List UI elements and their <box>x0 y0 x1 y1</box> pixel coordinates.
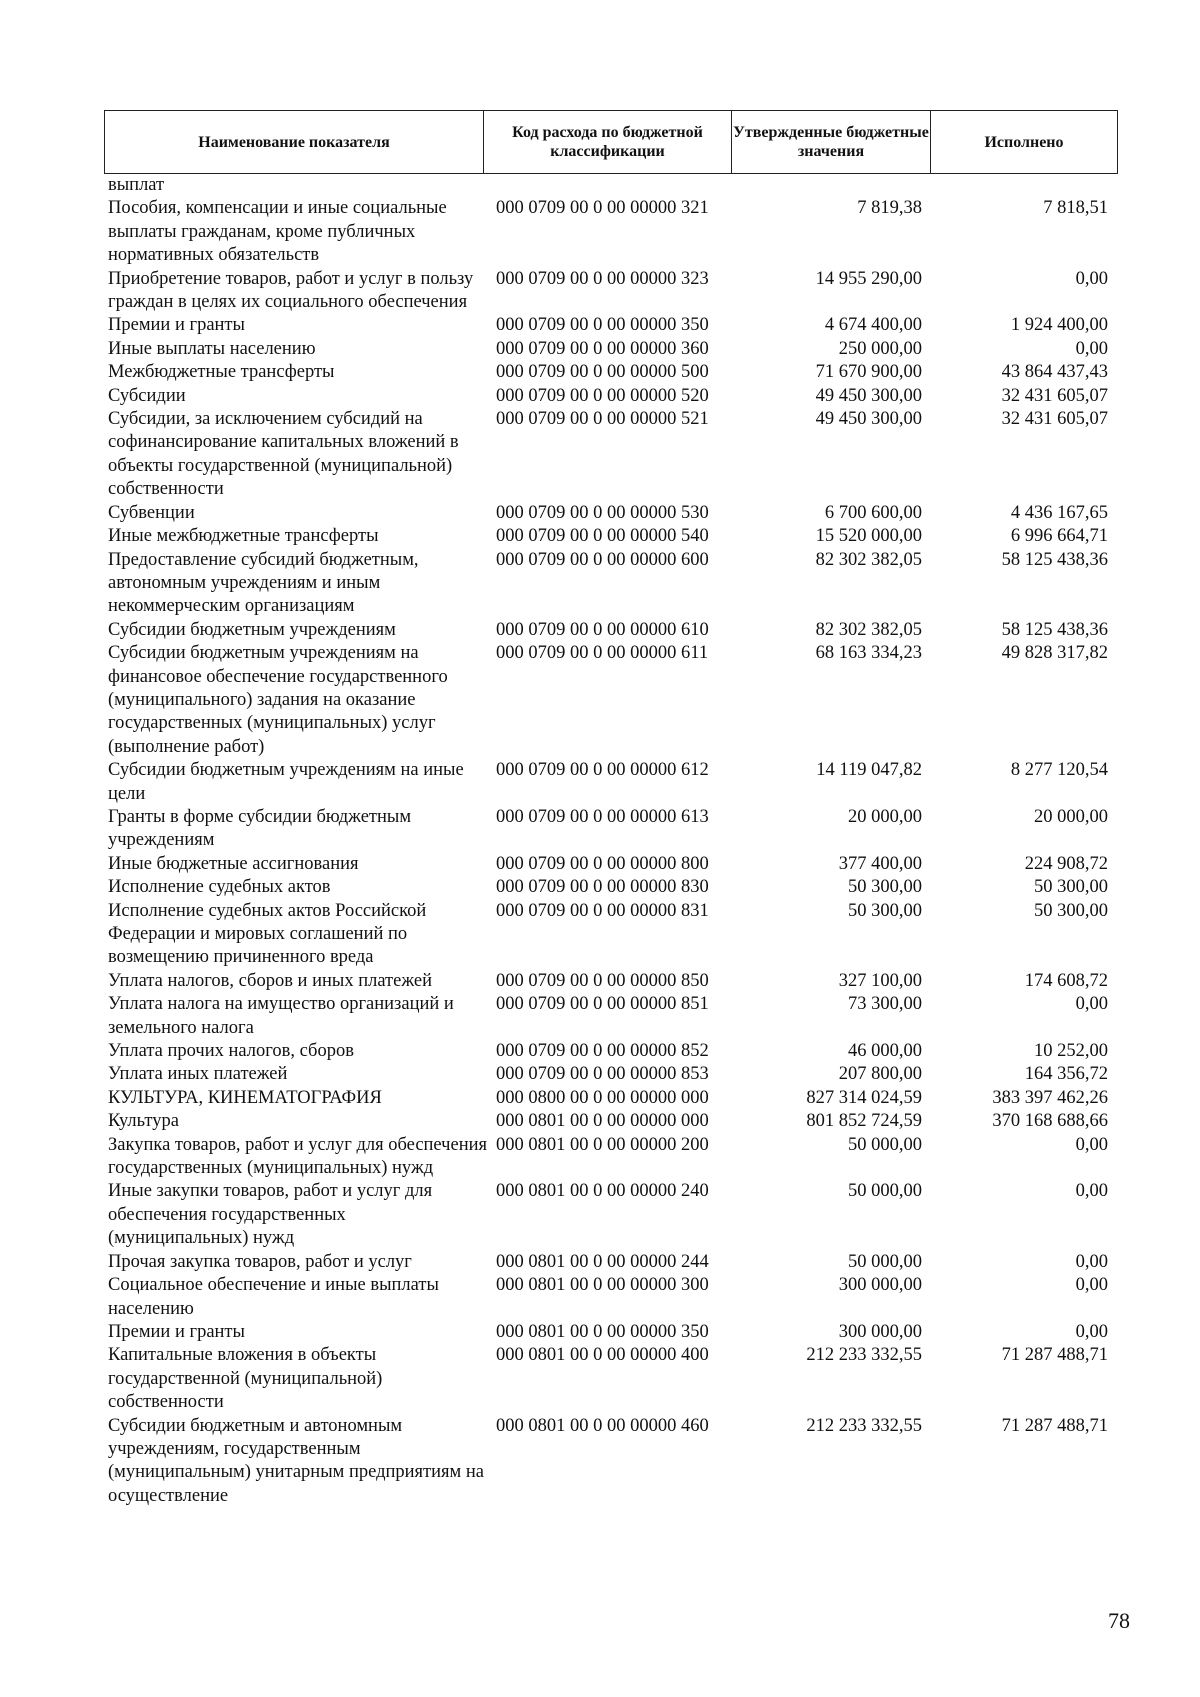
row-name: Межбюджетные трансферты <box>108 362 335 383</box>
table-row <box>0 408 1200 502</box>
row-approved: 50 300,00 <box>848 900 922 921</box>
row-approved <box>736 174 922 197</box>
row-executed: 32 431 605,07 <box>1001 409 1108 430</box>
row-name: КУЛЬТУРА, КИНЕМАТОГРАФИЯ <box>108 1087 382 1108</box>
page-number: 78 <box>1108 1608 1130 1633</box>
row-code: 000 0709 00 0 00 00000 830 <box>496 877 709 898</box>
row-executed: 71 287 488,71 <box>1001 1345 1108 1366</box>
table-row <box>0 1063 1200 1086</box>
row-name: Субсидии бюджетным и автономным учреждениям, государственным (муниципальным) унитарным предприятиям на осуществление <box>108 1415 484 1506</box>
row-code: 000 0709 00 0 00 00000 521 <box>496 409 709 430</box>
row-approved: 68 163 334,23 <box>815 643 922 664</box>
table-row <box>0 853 1200 876</box>
row-approved: 207 800,00 <box>838 1064 922 1085</box>
row-approved: 50 000,00 <box>848 1134 922 1155</box>
row-code: 000 0709 00 0 00 00000 520 <box>496 385 709 406</box>
table-row <box>0 1134 1200 1181</box>
row-name: Пособия, компенсации и иные социальные выплаты гражданам, кроме публичных нормативных обязательств <box>108 198 447 266</box>
row-name: Уплата иных платежей <box>108 1064 288 1085</box>
row-executed: 58 125 438,36 <box>1001 619 1108 640</box>
row-executed: 0,00 <box>1075 1251 1108 1272</box>
row-name: Гранты в форме субсидии бюджетным учреждениям <box>108 806 412 851</box>
row-approved: 250 000,00 <box>838 338 922 359</box>
table-row <box>0 525 1200 548</box>
row-name: Субсидии, за исключением субсидий на софинансирование капитальных вложений в объекты государственной (муниципальной) собственности <box>108 409 459 500</box>
row-approved: 20 000,00 <box>848 806 922 827</box>
row-code: 000 0709 00 0 00 00000 613 <box>496 806 709 827</box>
row-name: Иные бюджетные ассигнования <box>108 853 359 874</box>
header-approved: Утвержденные бюджетные значения <box>732 111 931 173</box>
row-name: Закупка товаров, работ и услуг для обеспечения государственных (муниципальных) нужд <box>108 1134 488 1179</box>
row-approved: 73 300,00 <box>848 994 922 1015</box>
table-row <box>0 993 1200 1040</box>
table-row <box>0 876 1200 899</box>
row-approved: 82 302 382,05 <box>815 619 922 640</box>
row-executed: 370 168 688,66 <box>992 1111 1108 1132</box>
row-name: Исполнение судебных актов <box>108 877 331 898</box>
row-executed: 8 277 120,54 <box>1010 760 1108 781</box>
row-executed: 0,00 <box>1075 268 1108 289</box>
row-executed: 7 818,51 <box>1043 198 1108 219</box>
row-approved: 14 955 290,00 <box>815 268 922 289</box>
row-name: Иные закупки товаров, работ и услуг для обеспечения государственных (муниципальных) нужд <box>108 1181 433 1249</box>
row-name: Социальное обеспечение и иные выплаты населению <box>108 1275 439 1319</box>
row-approved: 300 000,00 <box>838 1321 922 1342</box>
row-code: 000 0801 00 0 00 00000 200 <box>496 1134 709 1155</box>
row-approved: 50 000,00 <box>848 1251 922 1272</box>
table-row <box>0 806 1200 853</box>
row-name: Иные межбюджетные трансферты <box>108 526 379 547</box>
row-name: Уплата прочих налогов, сборов <box>108 1041 354 1062</box>
row-name: Субвенции <box>108 502 195 523</box>
table-row <box>0 314 1200 337</box>
row-name: Субсидии бюджетным учреждениям на финансовое обеспечение государственного (муниципального) задания на оказание государственных (муниципальных) услуг (выполнение работ) <box>108 643 448 757</box>
row-approved: 15 520 000,00 <box>815 526 922 547</box>
row-executed: 10 252,00 <box>1034 1041 1108 1062</box>
table-row <box>0 361 1200 384</box>
row-code: 000 0709 00 0 00 00000 800 <box>496 853 709 874</box>
row-approved: 212 233 332,55 <box>806 1345 922 1366</box>
row-code: 000 0709 00 0 00 00000 612 <box>496 760 709 781</box>
table-row <box>0 970 1200 993</box>
row-code: 000 0709 00 0 00 00000 600 <box>496 549 709 570</box>
row-code: 000 0801 00 0 00 00000 460 <box>496 1415 709 1436</box>
table-row <box>0 268 1200 315</box>
row-approved: 7 819,38 <box>857 198 922 219</box>
row-name: Премии и гранты <box>108 1321 245 1342</box>
table-row <box>0 502 1200 525</box>
row-executed: 0,00 <box>1075 994 1108 1015</box>
row-code: 000 0801 00 0 00 00000 244 <box>496 1251 709 1272</box>
row-name: Культура <box>108 1111 179 1132</box>
table-body <box>0 174 1200 1508</box>
row-code: 000 0709 00 0 00 00000 323 <box>496 268 709 289</box>
row-code: 000 0709 00 0 00 00000 610 <box>496 619 709 640</box>
table-row <box>0 1321 1200 1344</box>
row-name: Субсидии бюджетным учреждениям <box>108 619 396 640</box>
row-code: 000 0801 00 0 00 00000 400 <box>496 1345 709 1366</box>
row-approved: 50 000,00 <box>848 1181 922 1202</box>
row-name: Капитальные вложения в объекты государственной (муниципальной) собственности <box>108 1345 383 1413</box>
row-executed: 224 908,72 <box>1024 853 1108 874</box>
row-name: Приобретение товаров, работ и услуг в пользу граждан в целях их социального обеспечения <box>108 268 474 313</box>
row-name: Исполнение судебных актов Российской Федерации и мировых соглашений по возмещению причиненного вреда <box>108 900 427 968</box>
row-approved: 49 450 300,00 <box>815 409 922 430</box>
row-executed: 0,00 <box>1075 1134 1108 1155</box>
row-code: 000 0709 00 0 00 00000 611 <box>496 643 709 664</box>
row-executed: 0,00 <box>1075 1181 1108 1202</box>
row-executed: 0,00 <box>1075 1321 1108 1342</box>
row-executed: 4 436 167,65 <box>1010 502 1108 523</box>
row-executed: 1 924 400,00 <box>1010 315 1108 336</box>
row-approved: 377 400,00 <box>838 853 922 874</box>
table-row <box>0 759 1200 806</box>
row-executed <box>922 174 1108 197</box>
row-executed: 50 300,00 <box>1034 900 1108 921</box>
row-code: 000 0801 00 0 00 00000 350 <box>496 1321 709 1342</box>
row-code: 000 0709 00 0 00 00000 321 <box>496 198 709 219</box>
table-header <box>104 110 1118 174</box>
row-name: Субсидии <box>108 385 186 406</box>
table-row <box>0 1040 1200 1063</box>
row-approved: 49 450 300,00 <box>815 385 922 406</box>
table-row <box>0 642 1200 759</box>
row-executed: 6 996 664,71 <box>1010 526 1108 547</box>
table-row <box>0 1110 1200 1133</box>
table-row <box>0 197 1200 267</box>
row-approved: 327 100,00 <box>838 970 922 991</box>
table-row <box>0 1415 1200 1509</box>
row-approved: 6 700 600,00 <box>824 502 922 523</box>
row-code: 000 0709 00 0 00 00000 360 <box>496 338 709 359</box>
row-approved: 801 852 724,59 <box>806 1111 922 1132</box>
row-executed: 58 125 438,36 <box>1001 549 1108 570</box>
row-approved: 46 000,00 <box>848 1041 922 1062</box>
row-executed: 71 287 488,71 <box>1001 1415 1108 1436</box>
row-name: Субсидии бюджетным учреждениям на иные цели <box>108 760 464 804</box>
table-row <box>0 1087 1200 1110</box>
row-approved: 212 233 332,55 <box>806 1415 922 1436</box>
row-name: Премии и гранты <box>108 315 245 336</box>
row-executed: 174 608,72 <box>1024 970 1108 991</box>
table-row <box>0 385 1200 408</box>
row-code <box>496 174 736 197</box>
row-name: Уплата налогов, сборов и иных платежей <box>108 970 433 991</box>
row-code: 000 0709 00 0 00 00000 350 <box>496 315 709 336</box>
row-name: Предоставление субсидий бюджетным, автономным учреждениям и иным некоммерческим организациям <box>108 549 419 617</box>
header-code: Код расхода по бюджетной классификации <box>484 111 732 173</box>
row-code: 000 0709 00 0 00 00000 831 <box>496 900 709 921</box>
table-row <box>0 1274 1200 1321</box>
header-executed: Исполнено <box>984 133 1064 151</box>
row-approved: 71 670 900,00 <box>815 362 922 383</box>
row-approved: 82 302 382,05 <box>815 549 922 570</box>
table-row <box>0 1180 1200 1250</box>
row-code: 000 0800 00 0 00 00000 000 <box>496 1087 709 1108</box>
row-approved: 50 300,00 <box>848 877 922 898</box>
table-row <box>0 549 1200 619</box>
row-code: 000 0709 00 0 00 00000 500 <box>496 362 709 383</box>
row-executed: 383 397 462,26 <box>992 1087 1108 1108</box>
row-executed: 0,00 <box>1075 1275 1108 1296</box>
row-executed: 49 828 317,82 <box>1001 643 1108 664</box>
row-executed: 20 000,00 <box>1034 806 1108 827</box>
row-code: 000 0709 00 0 00 00000 853 <box>496 1064 709 1085</box>
row-code: 000 0709 00 0 00 00000 530 <box>496 502 709 523</box>
row-name: выплат <box>108 175 165 195</box>
row-name: Прочая закупка товаров, работ и услуг <box>108 1251 412 1272</box>
row-executed: 164 356,72 <box>1024 1064 1108 1085</box>
row-code: 000 0801 00 0 00 00000 000 <box>496 1111 709 1132</box>
row-approved: 300 000,00 <box>838 1275 922 1296</box>
row-code: 000 0801 00 0 00 00000 300 <box>496 1275 709 1296</box>
row-name: Уплата налога на имущество организаций и земельного налога <box>108 994 454 1038</box>
row-executed: 0,00 <box>1075 338 1108 359</box>
table-row <box>0 1251 1200 1274</box>
row-code: 000 0709 00 0 00 00000 851 <box>496 994 709 1015</box>
row-approved: 827 314 024,59 <box>806 1087 922 1108</box>
row-code: 000 0709 00 0 00 00000 852 <box>496 1041 709 1062</box>
table-row <box>0 619 1200 642</box>
row-approved: 14 119 047,82 <box>816 760 922 781</box>
row-executed: 50 300,00 <box>1034 877 1108 898</box>
table-row <box>0 338 1200 361</box>
table-row <box>0 1344 1200 1414</box>
row-approved: 4 674 400,00 <box>824 315 922 336</box>
row-code: 000 0709 00 0 00 00000 540 <box>496 526 709 547</box>
table-row <box>0 174 1200 197</box>
row-code: 000 0709 00 0 00 00000 850 <box>496 970 709 991</box>
row-name: Иные выплаты населению <box>108 338 316 359</box>
row-executed: 43 864 437,43 <box>1001 362 1108 383</box>
header-name: Наименование показателя <box>105 111 484 173</box>
row-code: 000 0801 00 0 00 00000 240 <box>496 1181 709 1202</box>
row-executed: 32 431 605,07 <box>1001 385 1108 406</box>
table-row <box>0 900 1200 970</box>
